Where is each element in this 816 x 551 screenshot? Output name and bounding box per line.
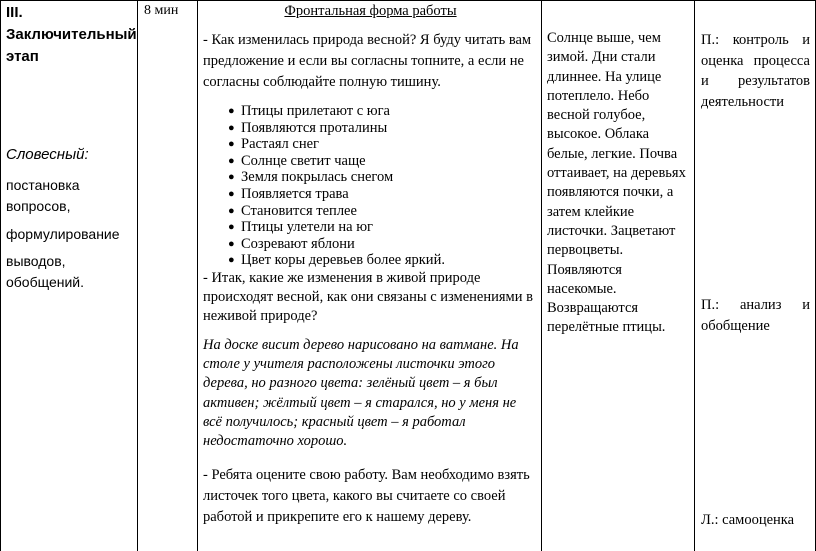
statement-item bbox=[228, 202, 538, 220]
bullet-icon: ● bbox=[228, 254, 235, 267]
column-divider-1 bbox=[137, 0, 138, 551]
method-item: выводов, bbox=[6, 253, 66, 269]
instruction-paragraph: - Ребята оцените свою работу. Вам необходимо взять листочек того цвета, какого вы считаете со своей работой и прикрепите его к нашему дереву. bbox=[203, 467, 530, 526]
results-cell bbox=[701, 30, 810, 531]
result-line: и результатов bbox=[701, 73, 810, 89]
statement-item bbox=[228, 119, 538, 137]
bullet-icon: ● bbox=[228, 187, 235, 200]
statement-item bbox=[228, 103, 538, 120]
statement-text: Становится теплее bbox=[241, 202, 357, 219]
result-line: деятельности bbox=[701, 93, 785, 110]
statement-item bbox=[228, 235, 538, 253]
column-divider-3 bbox=[541, 0, 542, 551]
bullet-icon: ● bbox=[228, 171, 235, 184]
statement-text: Птицы прилетают с юга bbox=[241, 103, 390, 119]
stage-title-line1: Заключительный bbox=[6, 26, 137, 43]
statement-item bbox=[228, 219, 538, 236]
statement-text: Появляются проталины bbox=[241, 119, 388, 136]
statement-text: Птицы улетели на юг bbox=[241, 219, 373, 236]
intro-paragraph: - Как изменилась природа весной? Я буду читать вам предложение и если вы согласны топните, а если не согласны соблюдайте полную тишину. bbox=[203, 32, 532, 90]
time-cell: 8 мин bbox=[144, 3, 179, 18]
statement-item bbox=[228, 136, 538, 153]
method-item: формулирование bbox=[6, 226, 120, 242]
statement-text: Цвет коры деревьев более яркий. bbox=[241, 252, 445, 269]
statement-text: Появляется трава bbox=[241, 185, 349, 202]
statement-item bbox=[228, 152, 538, 170]
content-heading: Фронтальная форма работы bbox=[284, 3, 457, 19]
bullet-icon: ● bbox=[228, 105, 235, 117]
statement-item bbox=[228, 185, 538, 203]
teacher-note: На доске висит дерево нарисовано на ватмане. На столе у учителя расположены листочки этого дерева, но разного цвета: зелёный цвет – я был активен; жёлтый цвет – я старался, но у меня не всё получилось; красный цвет – я работал недостаточно хорошо. bbox=[203, 336, 519, 449]
statement-item bbox=[228, 169, 538, 186]
bullet-icon: ● bbox=[228, 221, 235, 234]
bullet-icon: ● bbox=[228, 237, 235, 250]
column-divider-2 bbox=[197, 0, 198, 551]
question-paragraph: - Итак, какие же изменения в живой природе происходят весной, как они связаны с изменениями в неживой природе? bbox=[203, 269, 533, 324]
method-item: обобщений. bbox=[6, 274, 85, 290]
column-divider-4 bbox=[694, 0, 695, 551]
bullet-icon: ● bbox=[228, 138, 235, 151]
bullet-icon: ● bbox=[228, 204, 235, 217]
stage-title-line2: этап bbox=[6, 48, 39, 65]
stage-cell bbox=[6, 0, 137, 293]
result-line: П.: контроль и bbox=[701, 32, 810, 48]
result-line: Л.: самооценка bbox=[701, 512, 795, 528]
statement-item bbox=[228, 252, 538, 269]
statement-text: Созревают яблони bbox=[241, 235, 355, 252]
method-item: вопросов, bbox=[6, 198, 71, 214]
content-cell bbox=[203, 0, 538, 528]
statement-text: Растаял снег bbox=[241, 136, 319, 153]
bullet-icon: ● bbox=[228, 121, 235, 134]
result-line: обобщение bbox=[701, 317, 770, 334]
statement-text: Земля покрылась снегом bbox=[241, 169, 394, 186]
answers-cell: Солнце выше, чем зимой. Дни стали длиннее. На улице потеплело. Небо весной голубое, высокое. Облака белые, легкие. Почва оттаивает, на деревьях появляются почки, а затем клейкие листочки. Зацветают первоцветы. Появляются насекомые. Возвращаются перелётные птицы. bbox=[547, 30, 686, 336]
statement-text: Солнце светит чаще bbox=[241, 152, 366, 169]
bullet-icon: ● bbox=[228, 154, 235, 167]
result-line: П.: анализ и bbox=[701, 297, 810, 313]
result-line: оценка процесса bbox=[701, 52, 810, 69]
method-label: Словесный: bbox=[6, 146, 89, 163]
method-item: постановка bbox=[6, 177, 80, 193]
statement-list bbox=[203, 103, 538, 269]
stage-number: III. bbox=[6, 4, 23, 21]
table-left-border bbox=[0, 0, 1, 551]
